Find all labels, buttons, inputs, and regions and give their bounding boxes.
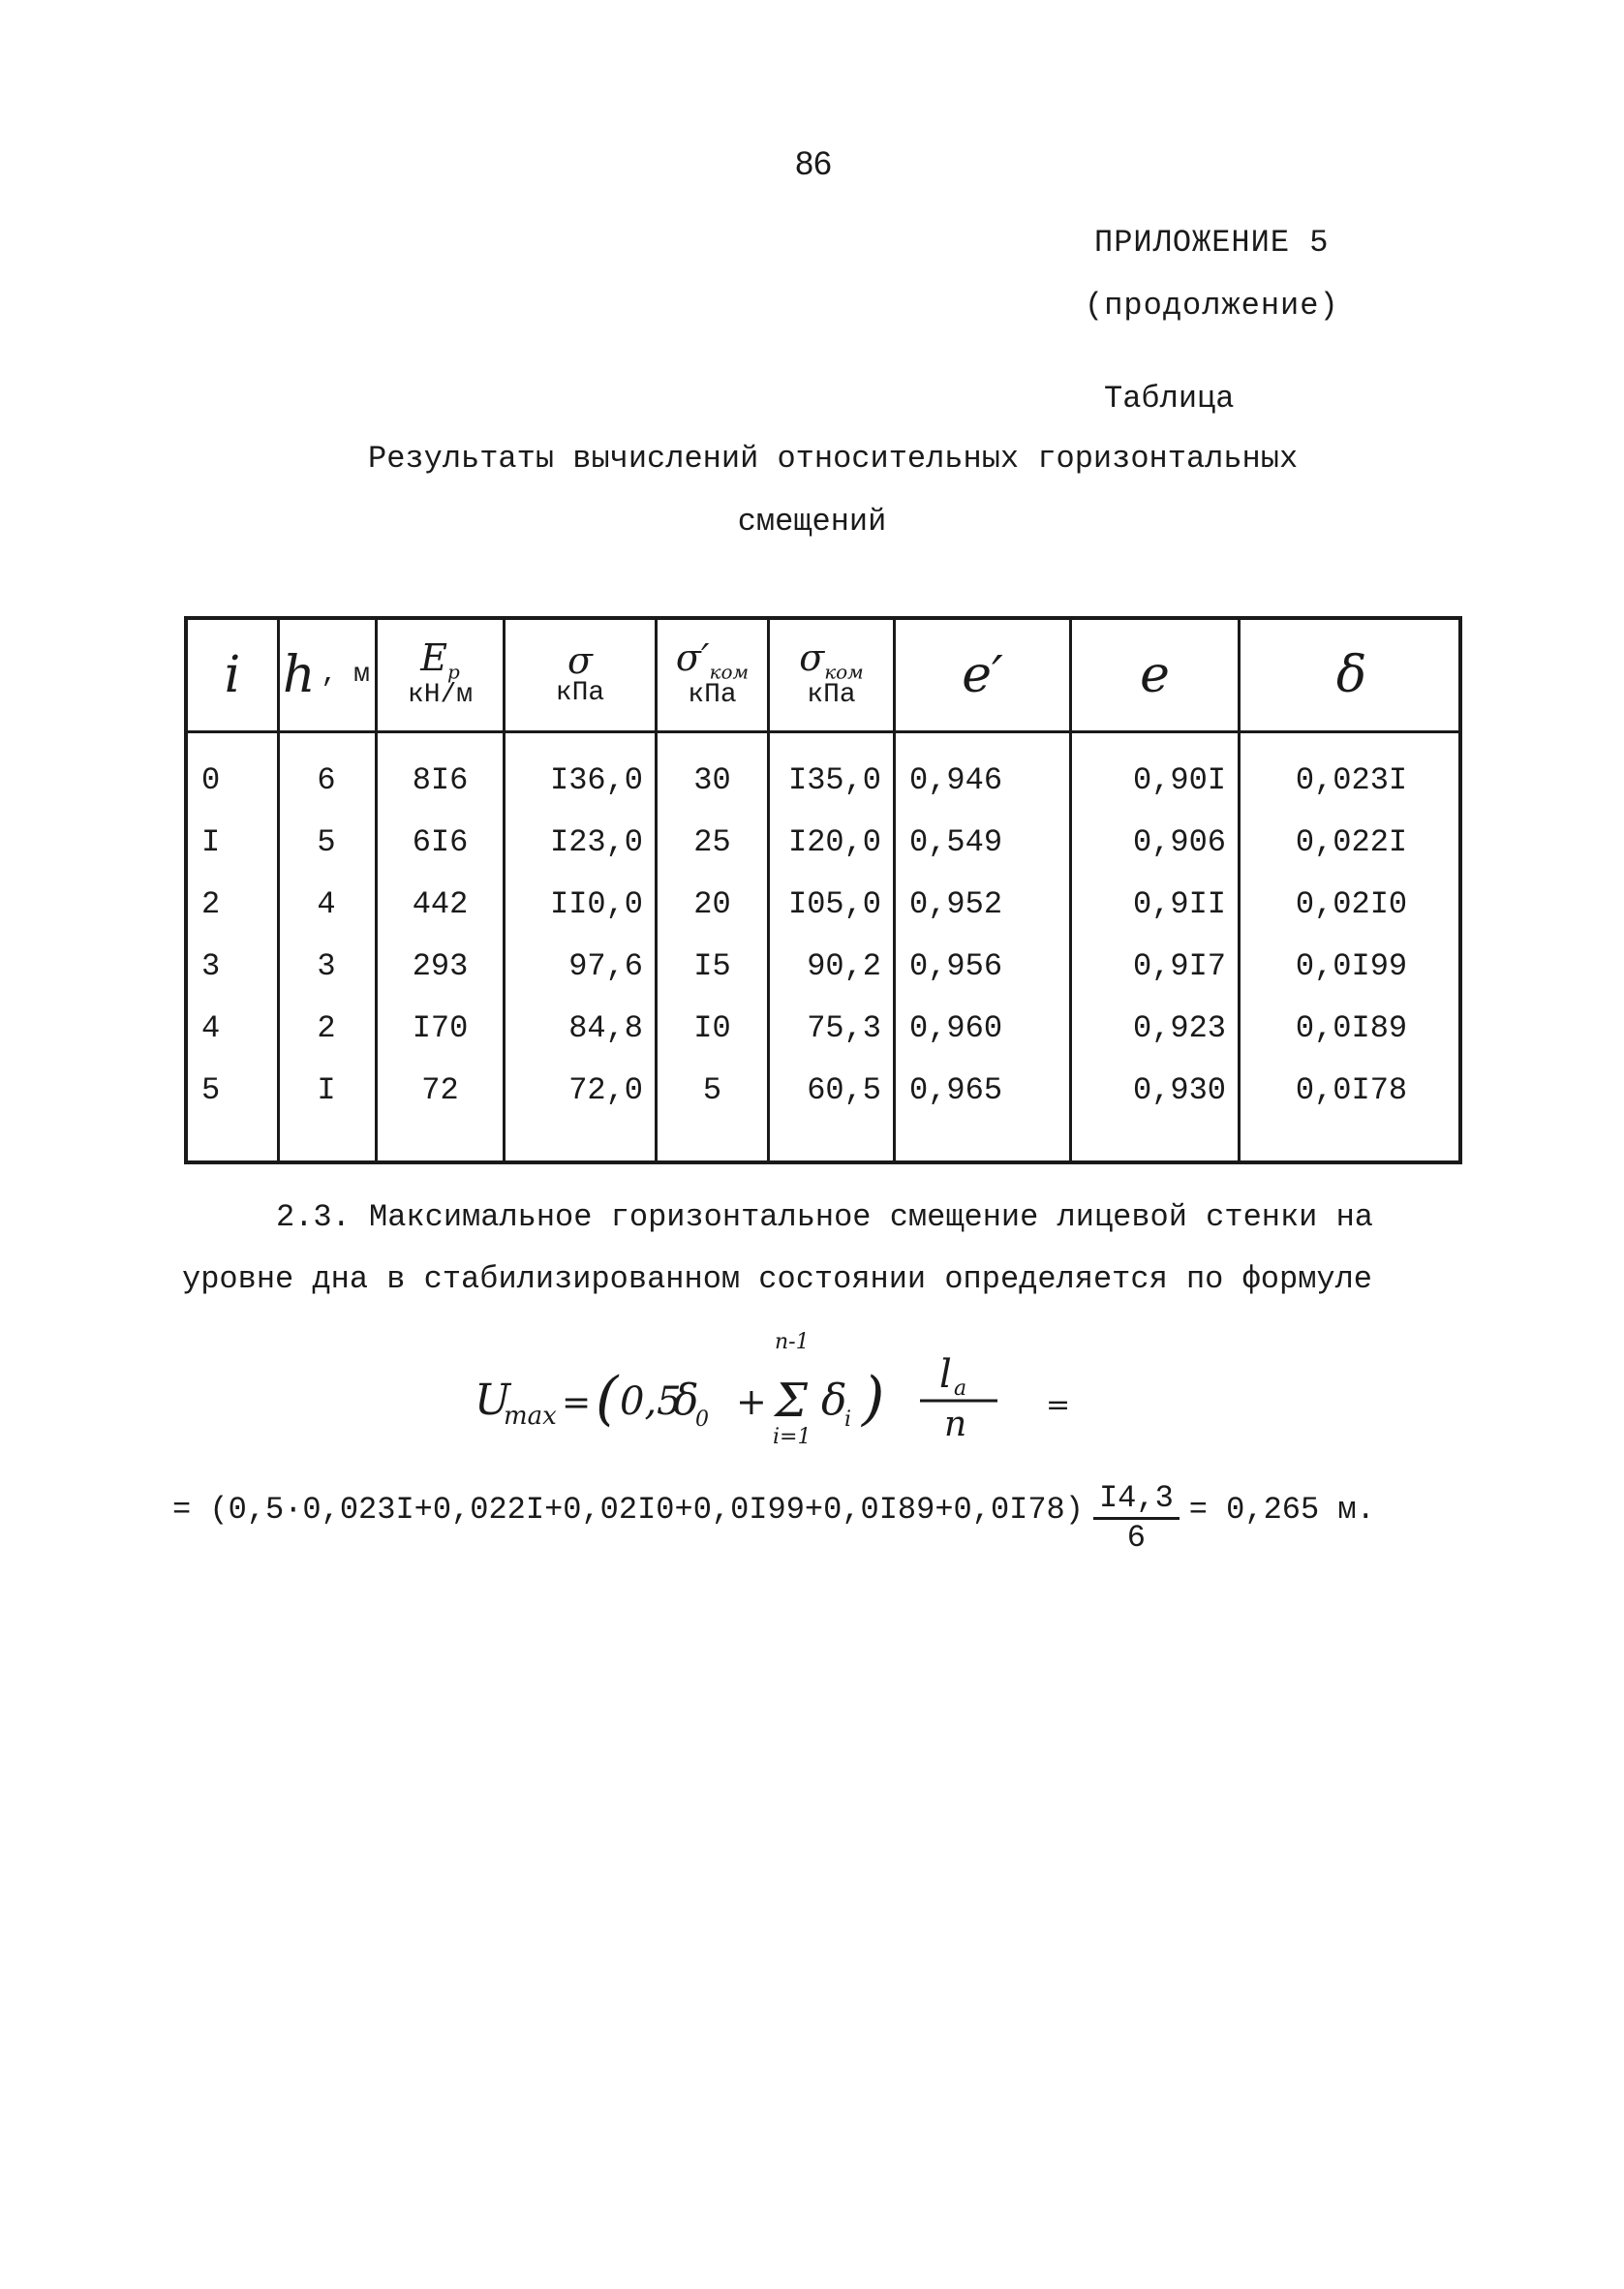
cell-sigma: 72,0: [568, 1072, 643, 1108]
header-ep: [378, 620, 503, 730]
header-sigma: [506, 620, 655, 730]
page-number: 86: [795, 145, 832, 182]
cell-e: 0,9I7: [1132, 948, 1226, 984]
cell-e-prime: 0,956: [909, 948, 1003, 984]
cell-i: 2: [201, 886, 221, 922]
header-sigma-kom-unit: кПа: [807, 680, 856, 711]
cell-sigma: 84,8: [568, 1010, 643, 1046]
cell-delta: 0,0I89: [1295, 1010, 1408, 1046]
formula-delta-i: δ: [821, 1376, 847, 1425]
cell-ep: 6I6: [412, 824, 469, 860]
cell-h: 6: [317, 762, 336, 798]
formula-open-paren: (: [596, 1365, 619, 1433]
header-e-symbol: e: [1140, 646, 1170, 704]
formula-delta-i-sub: i: [844, 1407, 852, 1432]
header-i-symbol: i: [224, 646, 241, 704]
formula-sum-upper: n-1: [775, 1330, 810, 1354]
result-fraction: [1093, 1480, 1180, 1557]
header-e-prime: [896, 620, 1069, 730]
header-sigma-unit: кПа: [555, 677, 605, 708]
cell-sigma-kom-prime: 25: [693, 824, 731, 860]
cell-e: 0,9II: [1132, 886, 1226, 922]
formula-sum-lower: i=1: [773, 1425, 812, 1449]
cell-e-prime: 0,965: [909, 1072, 1003, 1108]
table-row: [188, 812, 1458, 874]
header-sigma-kom-sub: ком: [824, 660, 864, 684]
header-e: [1072, 620, 1238, 730]
header-sigma-kom-prime-unit: кПа: [688, 680, 737, 711]
header-e-prime-symbol: e′: [962, 646, 1003, 704]
cell-sigma: II0,0: [549, 886, 643, 922]
table-row: [188, 874, 1458, 936]
appendix-title: ПРИЛОЖЕНИЕ 5: [1094, 225, 1330, 261]
appendix-continuation: (продолжение): [1085, 288, 1339, 324]
table-row: [188, 998, 1458, 1060]
table-row: [188, 936, 1458, 998]
cell-e: 0,906: [1132, 824, 1226, 860]
header-i: [188, 620, 277, 730]
cell-h: I: [317, 1072, 336, 1108]
cell-sigma-kom: I35,0: [787, 762, 881, 798]
cell-h: 4: [317, 886, 336, 922]
header-sigma-kom: [770, 620, 893, 730]
cell-sigma-kom-prime: I5: [693, 948, 731, 984]
table-title-line2: смещений: [737, 504, 887, 540]
formula-plus: +: [736, 1380, 767, 1423]
cell-sigma-kom: I05,0: [787, 886, 881, 922]
header-delta-symbol: δ: [1335, 646, 1367, 704]
cell-i: 4: [201, 1010, 221, 1046]
result-value: = 0,265 м.: [1188, 1492, 1375, 1528]
formula-sigma: Σ: [775, 1374, 808, 1428]
max-displacement-formula: [455, 1317, 1191, 1453]
table-title-line1: Результаты вычислений относительных горизонтальных: [368, 441, 1299, 477]
paragraph-line2: уровне дна в стабилизированном состоянии определяется по формуле: [182, 1261, 1372, 1297]
cell-delta: 0,0I99: [1295, 948, 1408, 984]
results-table: [184, 616, 1462, 1164]
cell-delta: 0,022I: [1295, 824, 1408, 860]
cell-e-prime: 0,549: [909, 824, 1003, 860]
cell-i: 5: [201, 1072, 221, 1108]
paragraph-line1: 2.3. Максимальное горизонтальное смещение лицевой стенки на: [276, 1199, 1373, 1235]
header-ep-unit: кН/м: [407, 680, 474, 711]
cell-h: 2: [317, 1010, 336, 1046]
cell-sigma: I23,0: [549, 824, 643, 860]
table-row: [188, 750, 1458, 812]
formula-trailing-eq: =: [1046, 1388, 1071, 1422]
cell-sigma: 97,6: [568, 948, 643, 984]
header-ep-symbol: E: [420, 635, 447, 679]
cell-i: I: [201, 824, 221, 860]
cell-sigma: I36,0: [549, 762, 643, 798]
cell-ep: 442: [412, 886, 469, 922]
cell-sigma-kom: 75,3: [807, 1010, 881, 1046]
formula-coef: 0,5: [620, 1379, 682, 1424]
cell-sigma-kom-prime: 30: [693, 762, 731, 798]
header-divider: [188, 730, 1458, 733]
cell-e-prime: 0,946: [909, 762, 1003, 798]
cell-e: 0,923: [1132, 1010, 1226, 1046]
formula-eq: =: [562, 1383, 592, 1423]
cell-sigma-kom: 90,2: [807, 948, 881, 984]
formula-lhs-sub: max: [504, 1402, 557, 1431]
formula-delta0-sub: 0: [695, 1407, 709, 1432]
formula-result: [172, 1480, 1375, 1579]
cell-sigma-kom-prime: 20: [693, 886, 731, 922]
cell-h: 3: [317, 948, 336, 984]
header-sigma-kom-prime: [658, 620, 767, 730]
cell-delta: 0,0I78: [1295, 1072, 1408, 1108]
formula-close-paren: ): [862, 1365, 885, 1433]
result-expression: = (0,5·0,023I+0,022I+0,02I0+0,0I99+0,0I89+0,0I78): [172, 1492, 1084, 1528]
cell-e-prime: 0,952: [909, 886, 1003, 922]
result-frac-den: 6: [1126, 1520, 1146, 1556]
cell-h: 5: [317, 824, 336, 860]
formula-frac-num-sub: a: [954, 1376, 967, 1401]
cell-ep: 8I6: [412, 762, 469, 798]
header-sigma-kom-prime-sub: ком: [709, 660, 750, 684]
result-frac-num: I4,3: [1093, 1480, 1180, 1520]
header-ep-sub: р: [446, 660, 460, 684]
cell-ep: I70: [412, 1010, 469, 1046]
cell-e-prime: 0,960: [909, 1010, 1003, 1046]
header-h-symbol: h: [283, 646, 316, 704]
cell-delta: 0,023I: [1295, 762, 1408, 798]
cell-i: 3: [201, 948, 221, 984]
header-sigma-kom-prime-symbol: σ′: [675, 635, 710, 679]
cell-i: 0: [201, 762, 221, 798]
formula-delta0: δ: [673, 1376, 699, 1425]
header-sigma-symbol: σ: [567, 638, 593, 682]
cell-sigma-kom-prime: 5: [702, 1072, 722, 1108]
table-label: Таблица: [1104, 381, 1235, 417]
cell-sigma-kom: I20,0: [787, 824, 881, 860]
cell-sigma-kom: 60,5: [807, 1072, 881, 1108]
cell-ep: 72: [421, 1072, 459, 1108]
cell-sigma-kom-prime: I0: [693, 1010, 731, 1046]
cell-ep: 293: [412, 948, 469, 984]
header-sigma-kom-symbol: σ: [799, 635, 825, 679]
header-h-unit: , м: [321, 659, 370, 690]
cell-delta: 0,02I0: [1295, 886, 1408, 922]
formula-frac-num: l: [939, 1352, 952, 1397]
cell-e: 0,90I: [1132, 762, 1226, 798]
formula-lhs: U: [475, 1376, 511, 1425]
formula-frac-den: n: [944, 1405, 967, 1444]
table-row: [188, 1060, 1458, 1122]
cell-e: 0,930: [1132, 1072, 1226, 1108]
header-delta: [1241, 620, 1462, 730]
header-h: [278, 620, 375, 730]
